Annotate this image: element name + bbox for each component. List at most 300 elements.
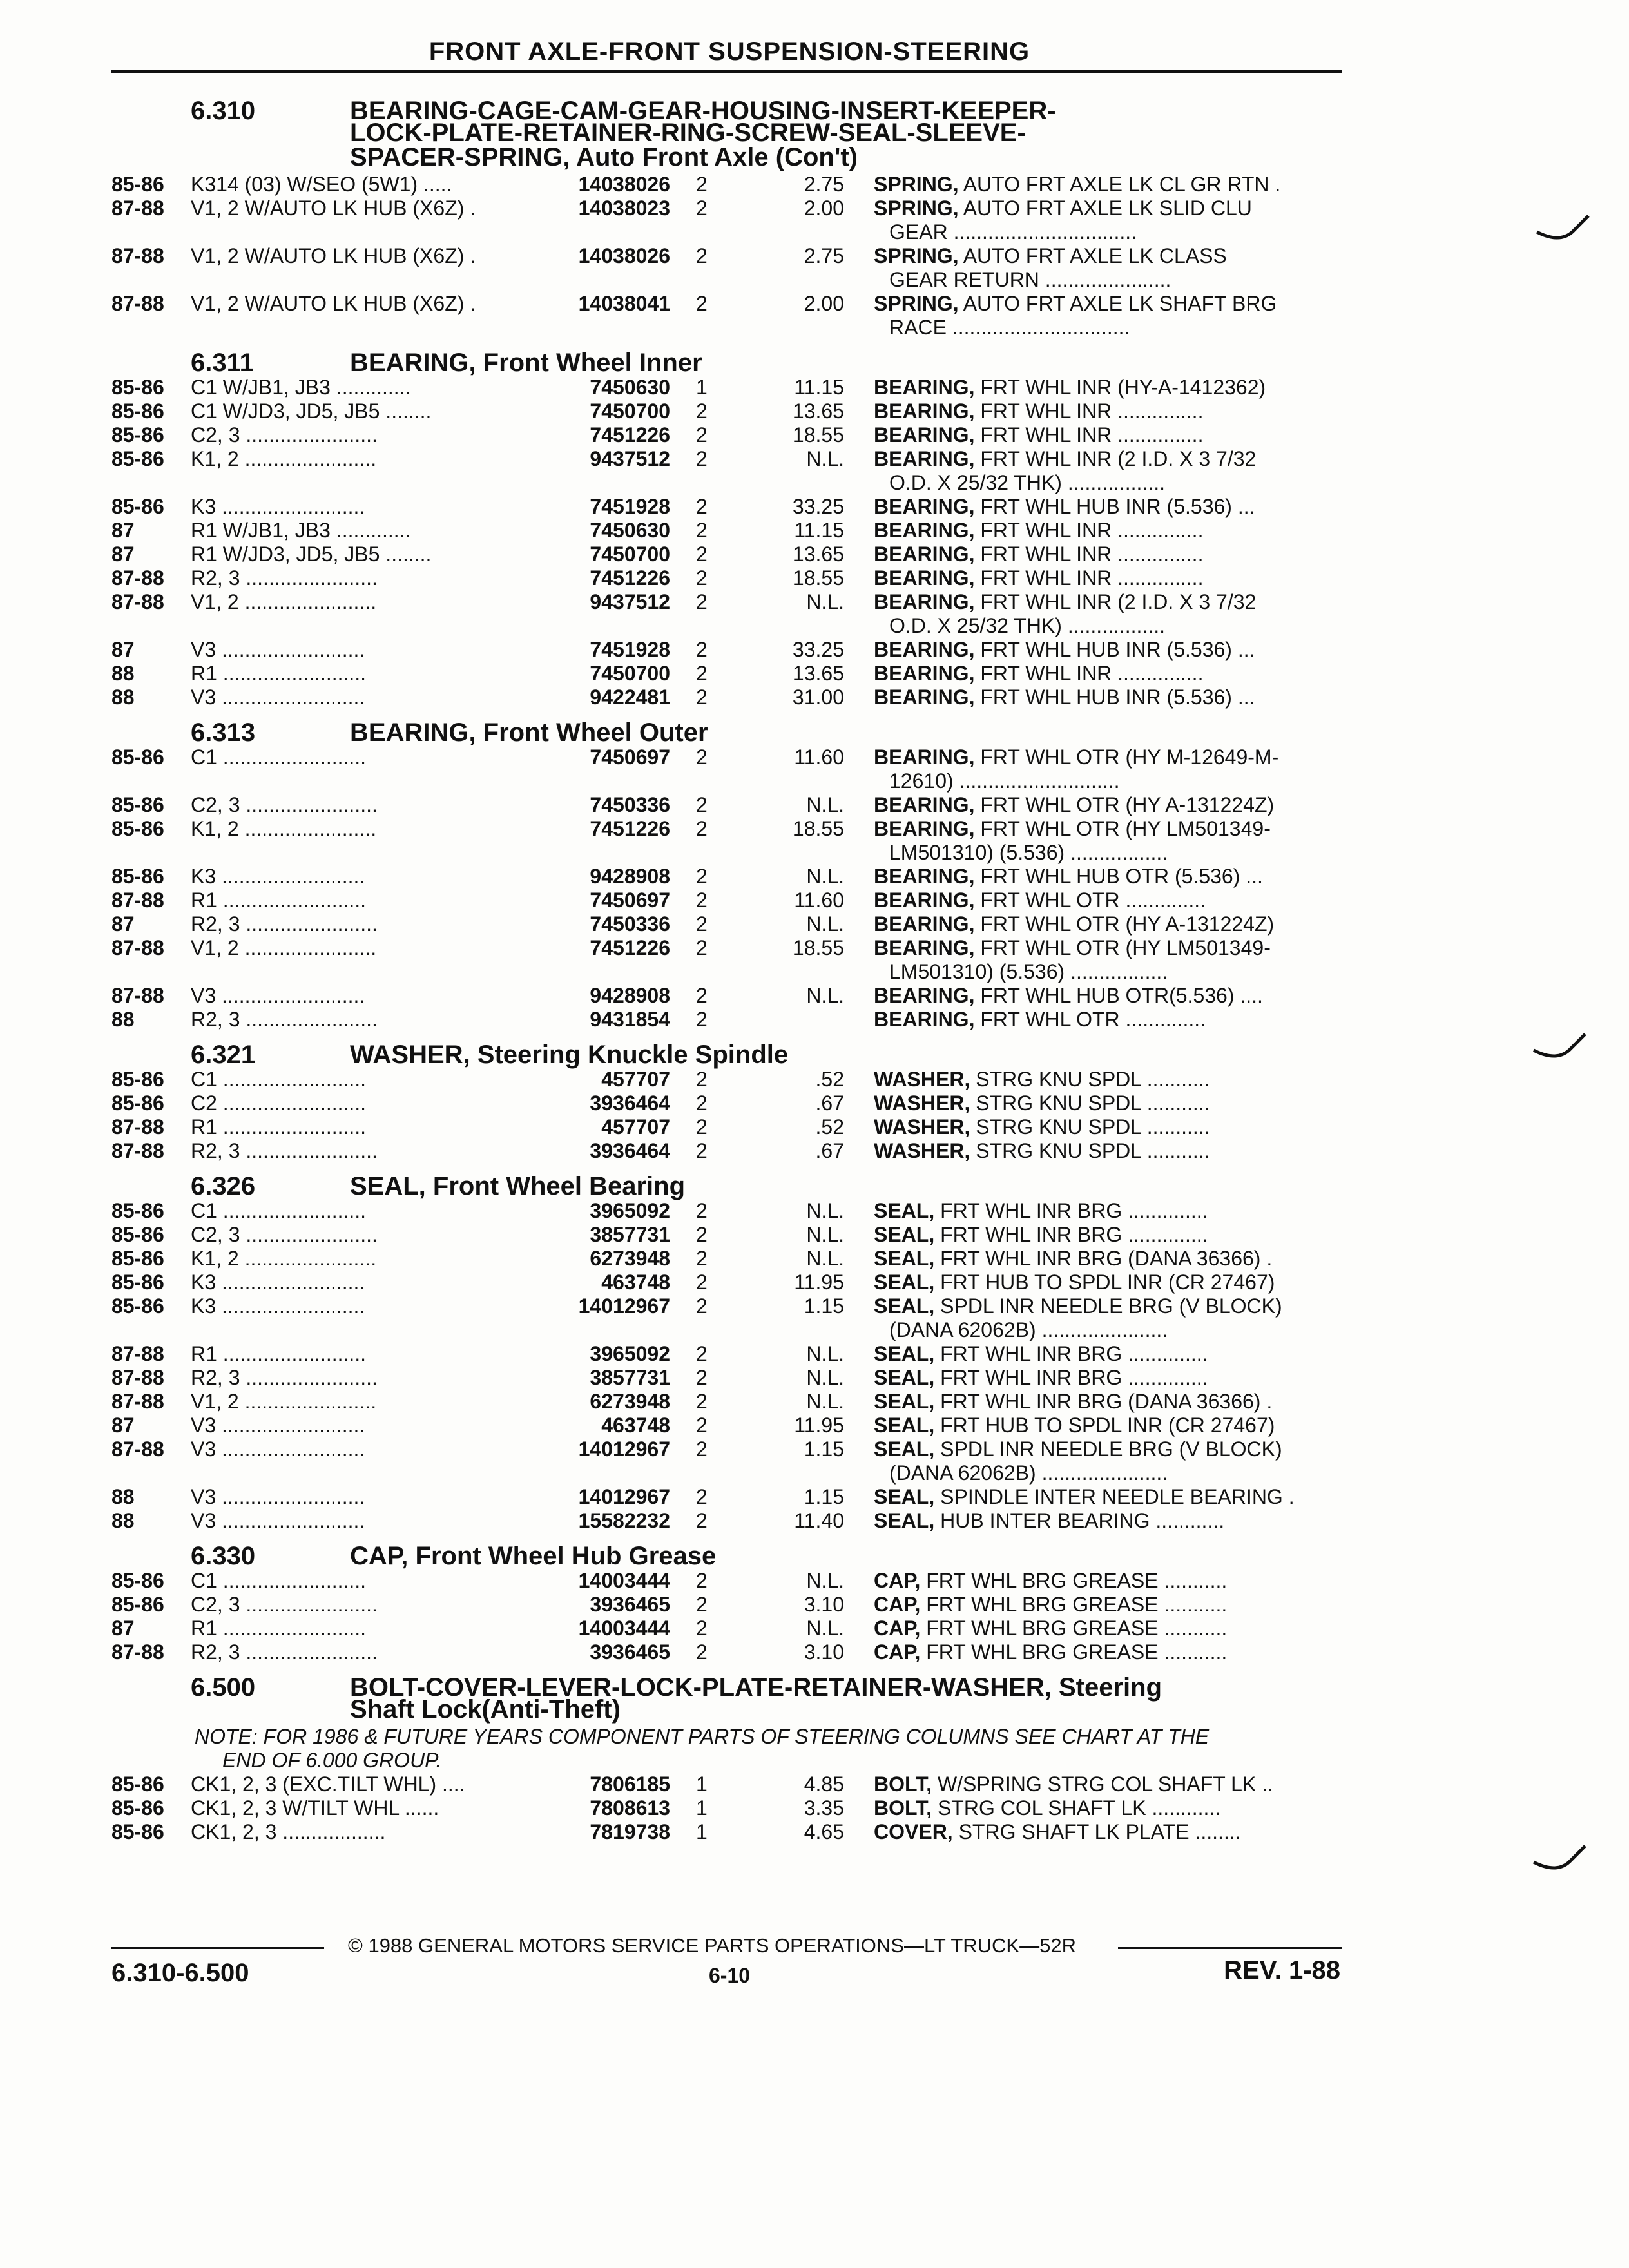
application: R2, 3 ....................... <box>191 1139 378 1162</box>
model-years: 85-86 <box>111 423 164 447</box>
model-years: 85-86 <box>111 1820 164 1843</box>
application: V1, 2 ....................... <box>191 1390 377 1413</box>
price: 18.55 <box>792 936 844 959</box>
part-description: BEARING, FRT WHL INR ............... <box>874 423 1204 447</box>
quantity: 2 <box>696 889 708 912</box>
part-noun: BEARING, <box>874 399 975 423</box>
parts-row <box>0 519 1629 543</box>
model-years: 85-86 <box>111 1294 164 1318</box>
check-mark-icon <box>1530 1031 1588 1063</box>
part-description: SEAL, FRT WHL INR BRG .............. <box>874 1223 1208 1246</box>
part-number: 9422481 <box>590 686 670 709</box>
parts-row <box>0 1796 1629 1820</box>
part-description: BEARING, FRT WHL INR (HY-A-1412362) <box>874 376 1266 399</box>
part-noun: CAP, <box>874 1617 921 1640</box>
application: C1 W/JB1, JB3 ............. <box>191 376 411 399</box>
application: V1, 2 ....................... <box>191 590 377 613</box>
model-years: 85-86 <box>111 793 164 816</box>
application: K3 ......................... <box>191 1271 365 1294</box>
application: R1 ......................... <box>191 662 367 685</box>
quantity: 2 <box>696 447 708 470</box>
part-description: WASHER, STRG KNU SPDL ........... <box>874 1115 1210 1139</box>
section-number: 6.313 <box>191 718 256 747</box>
page-title: FRONT AXLE-FRONT SUSPENSION-STEERING <box>429 37 1030 66</box>
part-noun: CAP, <box>874 1593 921 1616</box>
part-number: 7450630 <box>590 519 670 542</box>
part-number: 9437512 <box>590 447 670 470</box>
model-years: 87-88 <box>111 1640 164 1664</box>
section-title: BEARING, Front Wheel Outer <box>350 718 708 747</box>
parts-row <box>0 1366 1629 1390</box>
part-description-continued: O.D. X 25/32 THK) ................. <box>889 614 1165 637</box>
part-description: BOLT, W/SPRING STRG COL SHAFT LK .. <box>874 1773 1273 1796</box>
part-number: 6273948 <box>590 1247 670 1270</box>
part-number: 7450336 <box>590 793 670 816</box>
part-noun: WASHER, <box>874 1091 970 1115</box>
quantity: 2 <box>696 1294 708 1318</box>
parts-row <box>0 1414 1629 1437</box>
quantity: 2 <box>696 1640 708 1664</box>
part-number: 457707 <box>601 1115 670 1139</box>
model-years: 88 <box>111 1509 135 1532</box>
part-description: SEAL, SPINDLE INTER NEEDLE BEARING . <box>874 1485 1295 1508</box>
model-years: 85-86 <box>111 745 164 769</box>
parts-row <box>0 1294 1629 1318</box>
price: 13.65 <box>792 662 844 685</box>
part-description: BOLT, STRG COL SHAFT LK ............ <box>874 1796 1221 1820</box>
part-noun: SEAL, <box>874 1485 935 1508</box>
part-noun: BEARING, <box>874 793 975 816</box>
quantity: 2 <box>696 793 708 816</box>
model-years: 85-86 <box>111 1091 164 1115</box>
price: 11.60 <box>794 745 844 769</box>
section-number: 6.500 <box>191 1673 256 1702</box>
quantity: 1 <box>696 376 708 399</box>
part-description-continued: GEAR RETURN ...................... <box>889 268 1171 291</box>
part-description: SEAL, SPDL INR NEEDLE BRG (V BLOCK) <box>874 1294 1282 1318</box>
revision-date: REV. 1-88 <box>1224 1956 1340 1984</box>
part-noun: WASHER, <box>874 1115 970 1139</box>
quantity: 2 <box>696 745 708 769</box>
quantity: 2 <box>696 1390 708 1413</box>
part-number: 7451928 <box>590 638 670 661</box>
application: K1, 2 ....................... <box>191 1247 377 1270</box>
application: K3 ......................... <box>191 1294 365 1318</box>
part-noun: SEAL, <box>874 1390 935 1413</box>
part-description: BEARING, FRT WHL HUB INR (5.536) ... <box>874 638 1255 661</box>
model-years: 85-86 <box>111 447 164 470</box>
part-number: 14038026 <box>578 244 670 267</box>
model-years: 85-86 <box>111 1068 164 1091</box>
parts-row <box>0 543 1629 566</box>
parts-row <box>0 376 1629 399</box>
application: CK1, 2, 3 (EXC.TILT WHL) .... <box>191 1773 465 1796</box>
price: 2.75 <box>804 244 844 267</box>
part-description-continued: LM501310) (5.536) ................. <box>889 960 1168 983</box>
quantity: 2 <box>696 292 708 315</box>
model-years: 87-88 <box>111 566 164 590</box>
section-title: BOLT-COVER-LEVER-LOCK-PLATE-RETAINER-WASHER, Steering <box>350 1673 1162 1702</box>
part-description: SEAL, HUB INTER BEARING ............ <box>874 1509 1225 1532</box>
quantity: 2 <box>696 1509 708 1532</box>
part-description: BEARING, FRT WHL OTR (HY M-12649-M- <box>874 745 1279 769</box>
footer-section-range: 6.310-6.500 <box>111 1959 249 1987</box>
part-noun: SEAL, <box>874 1271 935 1294</box>
part-description: SEAL, FRT WHL INR BRG (DANA 36366) . <box>874 1390 1273 1413</box>
part-noun: BEARING, <box>874 495 975 518</box>
section-number: 6.321 <box>191 1041 256 1069</box>
parts-row <box>0 662 1629 686</box>
parts-row <box>0 793 1629 817</box>
model-years: 87-88 <box>111 1366 164 1389</box>
parts-row <box>0 1390 1629 1414</box>
part-number: 7819738 <box>590 1820 670 1843</box>
quantity: 2 <box>696 1199 708 1222</box>
copyright-text: © 1988 GENERAL MOTORS SERVICE PARTS OPERATIONS—LT TRUCK—52R <box>348 1934 1076 1957</box>
parts-row <box>0 1008 1629 1032</box>
price: 2.00 <box>804 292 844 315</box>
quantity: 2 <box>696 1247 708 1270</box>
quantity: 2 <box>696 1068 708 1091</box>
part-noun: CAP, <box>874 1640 921 1664</box>
application: K314 (03) W/SEO (5W1) ..... <box>191 173 452 196</box>
part-description-continued: LM501310) (5.536) ................. <box>889 841 1168 864</box>
part-description-continued: (DANA 62062B) ...................... <box>889 1318 1168 1341</box>
quantity: 2 <box>696 1091 708 1115</box>
application: K1, 2 ....................... <box>191 447 377 470</box>
quantity: 2 <box>696 638 708 661</box>
part-description-continued: 12610) ............................ <box>889 769 1120 793</box>
parts-row <box>0 173 1629 197</box>
part-description: BEARING, FRT WHL OTR .............. <box>874 889 1206 912</box>
part-number: 7808613 <box>590 1796 670 1820</box>
part-number: 7450700 <box>590 543 670 566</box>
section-title: CAP, Front Wheel Hub Grease <box>350 1542 717 1570</box>
price: N.L. <box>806 1223 844 1246</box>
application: C2 ......................... <box>191 1091 367 1115</box>
price: 3.10 <box>804 1593 844 1616</box>
quantity: 2 <box>696 984 708 1007</box>
parts-row <box>0 495 1629 519</box>
part-noun: SPRING, <box>874 173 959 196</box>
part-description: SEAL, FRT WHL INR BRG .............. <box>874 1199 1208 1222</box>
quantity: 1 <box>696 1820 708 1843</box>
model-years: 87 <box>111 543 135 566</box>
part-noun: SEAL, <box>874 1414 935 1437</box>
price: N.L. <box>806 793 844 816</box>
parts-row <box>0 1223 1629 1247</box>
model-years: 85-86 <box>111 1593 164 1616</box>
application: K3 ......................... <box>191 865 365 888</box>
application: V3 ......................... <box>191 638 365 661</box>
parts-row <box>0 1342 1629 1366</box>
part-number: 7450697 <box>590 745 670 769</box>
application: CK1, 2, 3 .................. <box>191 1820 386 1843</box>
parts-row <box>0 1593 1629 1617</box>
price: 33.25 <box>792 638 844 661</box>
parts-row <box>0 865 1629 889</box>
part-description: BEARING, FRT WHL INR ............... <box>874 543 1204 566</box>
application: V3 ......................... <box>191 686 365 709</box>
part-description: SEAL, FRT HUB TO SPDL INR (CR 27467) <box>874 1414 1275 1437</box>
application: R2, 3 ....................... <box>191 1640 378 1664</box>
parts-row <box>0 912 1629 936</box>
model-years: 87 <box>111 519 135 542</box>
quantity: 2 <box>696 1008 708 1031</box>
part-noun: BEARING, <box>874 376 975 399</box>
parts-row <box>0 1115 1629 1139</box>
application: C1 ......................... <box>191 1199 367 1222</box>
part-number: 14012967 <box>578 1294 670 1318</box>
parts-row <box>0 1617 1629 1640</box>
section-number: 6.326 <box>191 1172 256 1200</box>
part-description: COVER, STRG SHAFT LK PLATE ........ <box>874 1820 1241 1843</box>
part-description: BEARING, FRT WHL INR ............... <box>874 519 1204 542</box>
part-noun: BEARING, <box>874 1008 975 1031</box>
price: 11.15 <box>794 376 844 399</box>
part-number: 7450336 <box>590 912 670 936</box>
part-description: BEARING, FRT WHL OTR (HY A-131224Z) <box>874 912 1275 936</box>
part-number: 7806185 <box>590 1773 670 1796</box>
part-number: 14038041 <box>578 292 670 315</box>
part-description: BEARING, FRT WHL HUB OTR (5.536) ... <box>874 865 1263 888</box>
application: V1, 2 W/AUTO LK HUB (X6Z) . <box>191 197 476 220</box>
part-number: 14003444 <box>578 1617 670 1640</box>
part-number: 457707 <box>601 1068 670 1091</box>
parts-row <box>0 686 1629 709</box>
price: N.L. <box>806 1366 844 1389</box>
part-description: SPRING, AUTO FRT AXLE LK SHAFT BRG <box>874 292 1277 315</box>
part-noun: BEARING, <box>874 865 975 888</box>
quantity: 2 <box>696 197 708 220</box>
section-number: 6.310 <box>191 97 256 125</box>
part-description-continued: GEAR ................................ <box>889 220 1137 244</box>
model-years: 85-86 <box>111 1796 164 1820</box>
part-noun: SEAL, <box>874 1509 935 1532</box>
model-years: 88 <box>111 1485 135 1508</box>
part-number: 7450697 <box>590 889 670 912</box>
part-number: 3936464 <box>590 1139 670 1162</box>
application: K1, 2 ....................... <box>191 817 377 840</box>
quantity: 2 <box>696 495 708 518</box>
price: 18.55 <box>792 817 844 840</box>
part-description: SEAL, FRT WHL INR BRG .............. <box>874 1366 1208 1389</box>
quantity: 2 <box>696 1139 708 1162</box>
part-number: 7451226 <box>590 817 670 840</box>
part-noun: BEARING, <box>874 686 975 709</box>
application: R1 W/JB1, JB3 ............. <box>191 519 411 542</box>
quantity: 2 <box>696 423 708 447</box>
parts-row <box>0 399 1629 423</box>
part-number: 7450700 <box>590 399 670 423</box>
part-description: BEARING, FRT WHL OTR (HY A-131224Z) <box>874 793 1275 816</box>
quantity: 2 <box>696 1366 708 1389</box>
parts-row <box>0 1437 1629 1461</box>
price: 11.95 <box>794 1414 844 1437</box>
part-noun: SEAL, <box>874 1366 935 1389</box>
part-number: 3936464 <box>590 1091 670 1115</box>
part-noun: SPRING, <box>874 292 959 315</box>
model-years: 85-86 <box>111 376 164 399</box>
application: C2, 3 ....................... <box>191 1593 378 1616</box>
price: 11.95 <box>794 1271 844 1294</box>
page-number: 6-10 <box>709 1964 751 1987</box>
application: R1 ......................... <box>191 889 367 912</box>
quantity: 2 <box>696 1115 708 1139</box>
application: V1, 2 ....................... <box>191 936 377 959</box>
part-number: 7451226 <box>590 423 670 447</box>
section-title: BEARING-CAGE-CAM-GEAR-HOUSING-INSERT-KEEPER- <box>350 97 1056 125</box>
parts-row <box>0 936 1629 960</box>
model-years: 87-88 <box>111 292 164 315</box>
part-description: CAP, FRT WHL BRG GREASE ........... <box>874 1593 1228 1616</box>
model-years: 85-86 <box>111 1247 164 1270</box>
model-years: 87 <box>111 912 135 936</box>
part-noun: BEARING, <box>874 817 975 840</box>
parts-row <box>0 590 1629 614</box>
application: R2, 3 ....................... <box>191 912 378 936</box>
section-title-line: LOCK-PLATE-RETAINER-RING-SCREW-SEAL-SLEEVE- <box>350 119 1026 147</box>
price: N.L. <box>806 447 844 470</box>
application: R1 ......................... <box>191 1342 367 1365</box>
part-noun: SEAL, <box>874 1342 935 1365</box>
model-years: 87-88 <box>111 590 164 613</box>
part-noun: BEARING, <box>874 566 975 590</box>
part-noun: WASHER, <box>874 1068 970 1091</box>
part-noun: CAP, <box>874 1569 921 1592</box>
part-noun: SEAL, <box>874 1247 935 1270</box>
part-number: 6273948 <box>590 1390 670 1413</box>
price: 18.55 <box>792 566 844 590</box>
part-description-continued: O.D. X 25/32 THK) ................. <box>889 471 1165 494</box>
application: R1 W/JD3, JD5, JB5 ........ <box>191 543 432 566</box>
application: V3 ......................... <box>191 1485 365 1508</box>
part-noun: BEARING, <box>874 447 975 470</box>
model-years: 87-88 <box>111 984 164 1007</box>
quantity: 2 <box>696 686 708 709</box>
part-description: BEARING, FRT WHL OTR (HY LM501349- <box>874 936 1271 959</box>
price: 11.60 <box>794 889 844 912</box>
quantity: 2 <box>696 865 708 888</box>
parts-row <box>0 889 1629 912</box>
quantity: 2 <box>696 1485 708 1508</box>
price: 3.10 <box>804 1640 844 1664</box>
price: 2.75 <box>804 173 844 196</box>
price: 13.65 <box>792 543 844 566</box>
application: C2, 3 ....................... <box>191 793 378 816</box>
parts-row <box>0 1773 1629 1796</box>
parts-row <box>0 1569 1629 1593</box>
quantity: 2 <box>696 1414 708 1437</box>
application: V1, 2 W/AUTO LK HUB (X6Z) . <box>191 292 476 315</box>
part-description: CAP, FRT WHL BRG GREASE ........... <box>874 1569 1228 1592</box>
parts-row <box>0 197 1629 220</box>
quantity: 2 <box>696 1342 708 1365</box>
application: R2, 3 ....................... <box>191 1008 378 1031</box>
model-years: 87-88 <box>111 889 164 912</box>
price: .52 <box>815 1068 844 1091</box>
section-title: WASHER, Steering Knuckle Spindle <box>350 1041 789 1069</box>
model-years: 85-86 <box>111 1223 164 1246</box>
part-noun: BEARING, <box>874 662 975 685</box>
quantity: 2 <box>696 543 708 566</box>
part-number: 463748 <box>601 1271 670 1294</box>
application: C1 W/JD3, JD5, JB5 ........ <box>191 399 432 423</box>
quantity: 1 <box>696 1796 708 1820</box>
price: N.L. <box>806 912 844 936</box>
part-description: CAP, FRT WHL BRG GREASE ........... <box>874 1640 1228 1664</box>
part-description: WASHER, STRG KNU SPDL ........... <box>874 1139 1210 1162</box>
price: N.L. <box>806 984 844 1007</box>
price: 4.85 <box>804 1773 844 1796</box>
part-noun: SEAL, <box>874 1294 935 1318</box>
section-title-line: SPACER-SPRING, Auto Front Axle (Con't) <box>350 143 858 171</box>
model-years: 87-88 <box>111 197 164 220</box>
part-noun: SEAL, <box>874 1437 935 1461</box>
parts-row <box>0 1509 1629 1533</box>
model-years: 87-88 <box>111 1139 164 1162</box>
footer-rule-left <box>111 1947 324 1949</box>
price: 1.15 <box>804 1485 844 1508</box>
part-number: 7450700 <box>590 662 670 685</box>
section-title: SEAL, Front Wheel Bearing <box>350 1172 686 1200</box>
parts-row <box>0 447 1629 471</box>
price: N.L. <box>806 1199 844 1222</box>
part-number: 14038026 <box>578 173 670 196</box>
part-noun: WASHER, <box>874 1139 970 1162</box>
part-number: 15582232 <box>578 1509 670 1532</box>
quantity: 2 <box>696 519 708 542</box>
part-number: 14012967 <box>578 1485 670 1508</box>
quantity: 2 <box>696 244 708 267</box>
part-description: BEARING, FRT WHL INR (2 I.D. X 3 7/32 <box>874 590 1257 613</box>
parts-row <box>0 817 1629 841</box>
part-description: SEAL, FRT HUB TO SPDL INR (CR 27467) <box>874 1271 1275 1294</box>
price: .67 <box>815 1139 844 1162</box>
parts-row <box>0 1247 1629 1271</box>
price: .52 <box>815 1115 844 1139</box>
quantity: 2 <box>696 1569 708 1592</box>
price: 13.65 <box>792 399 844 423</box>
part-number: 463748 <box>601 1414 670 1437</box>
model-years: 85-86 <box>111 865 164 888</box>
price: N.L. <box>806 590 844 613</box>
part-number: 14038023 <box>578 197 670 220</box>
quantity: 2 <box>696 566 708 590</box>
parts-row <box>0 984 1629 1008</box>
price: N.L. <box>806 865 844 888</box>
part-number: 3936465 <box>590 1640 670 1664</box>
part-description: SPRING, AUTO FRT AXLE LK CL GR RTN . <box>874 173 1281 196</box>
quantity: 2 <box>696 1271 708 1294</box>
quantity: 2 <box>696 936 708 959</box>
price: 18.55 <box>792 423 844 447</box>
price: N.L. <box>806 1342 844 1365</box>
price: N.L. <box>806 1247 844 1270</box>
part-number: 3965092 <box>590 1342 670 1365</box>
model-years: 85-86 <box>111 495 164 518</box>
model-years: 87-88 <box>111 244 164 267</box>
model-years: 88 <box>111 1008 135 1031</box>
quantity: 2 <box>696 399 708 423</box>
model-years: 88 <box>111 686 135 709</box>
model-years: 87 <box>111 1617 135 1640</box>
parts-row <box>0 1091 1629 1115</box>
quantity: 2 <box>696 173 708 196</box>
part-description: SEAL, FRT WHL INR BRG .............. <box>874 1342 1208 1365</box>
part-number: 3965092 <box>590 1199 670 1222</box>
part-number: 9428908 <box>590 865 670 888</box>
